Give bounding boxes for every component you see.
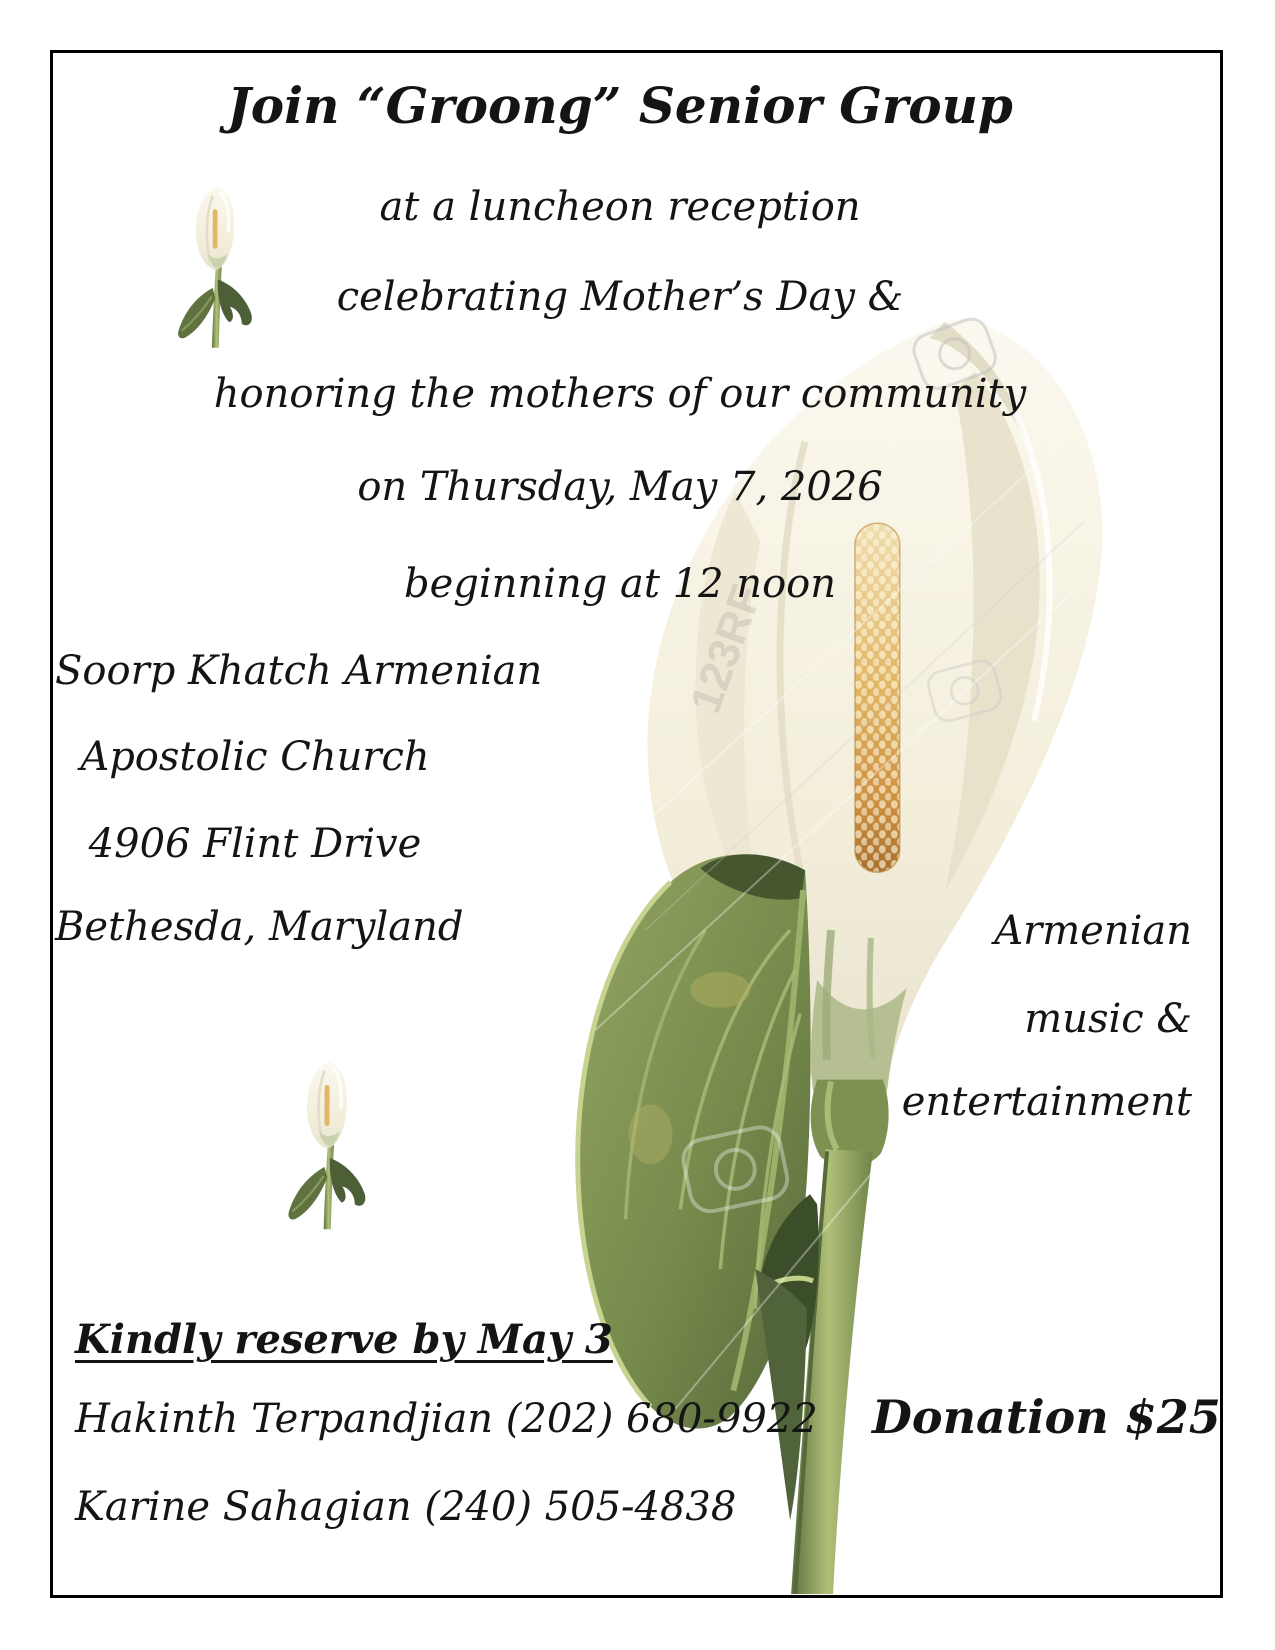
venue-line-4: Bethesda, Maryland	[55, 904, 464, 950]
contact-line-2: Karine Sahagian (240) 505-4838	[75, 1484, 737, 1530]
entertainment-line-1: Armenian	[994, 908, 1192, 954]
intro-line-1: at a luncheon reception	[379, 184, 861, 230]
intro-line-2: celebrating Mother’s Day &	[336, 274, 904, 320]
svg-text:123RF: 123RF	[680, 578, 772, 720]
entertainment-line-3: entertainment	[901, 1079, 1192, 1125]
venue-line-3: 4906 Flint Drive	[88, 821, 422, 867]
donation-label: Donation $25	[872, 1390, 1221, 1444]
flyer-title: Join “Groong” Senior Group	[227, 76, 1013, 135]
intro-line-3: honoring the mothers of our community	[213, 371, 1027, 417]
intro-line-4: on Thursday, May 7, 2026	[357, 464, 883, 510]
venue-line-2: Apostolic Church	[80, 734, 430, 780]
contact-line-1: Hakinth Terpandjian (202) 680-9922	[75, 1396, 818, 1442]
intro-line-5: beginning at 12 noon	[403, 561, 836, 607]
entertainment-line-2: music &	[1024, 996, 1192, 1042]
venue-line-1: Soorp Khatch Armenian	[55, 648, 543, 694]
reserve-heading: Kindly reserve by May 3	[75, 1316, 613, 1363]
calla-lily-middle-icon	[280, 1052, 378, 1232]
